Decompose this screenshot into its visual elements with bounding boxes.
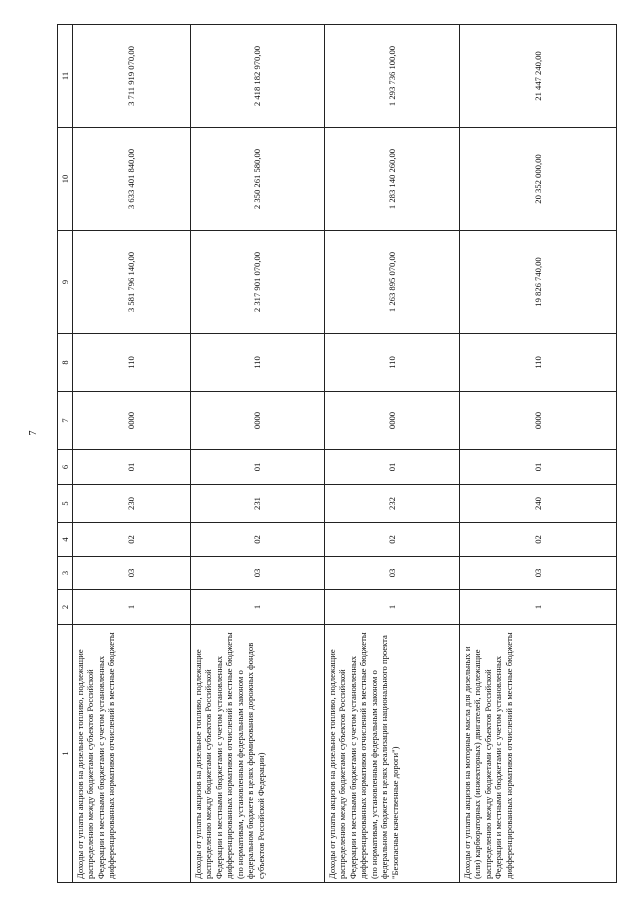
amount-cell: 3 711 919 070,00 xyxy=(73,25,191,128)
table-row xyxy=(73,25,191,883)
column-header: 1 xyxy=(58,625,73,883)
amount-cell: 21 447 240,00 xyxy=(460,25,617,128)
column-header: 3 xyxy=(58,557,73,590)
code-cell: 232 xyxy=(325,485,460,523)
code-cell: 01 xyxy=(73,450,191,485)
code-cell: 1 xyxy=(73,590,191,625)
code-cell: 1 xyxy=(460,590,617,625)
code-cell: 231 xyxy=(191,485,325,523)
row-description: Доходы от уплаты акцизов на дизельное топливо, подлежащие распределению между бюджетами субъектов Российской Федерации и местными бюджетами с учетом установленных дифференцированных нормативов отчислений в местные бюджеты (по нормативам, установленным федеральным законом о федеральном бюджете в целях реализации национального проекта "Безопасные качественные дороги") xyxy=(325,625,460,883)
code-cell: 03 xyxy=(325,557,460,590)
row-description: Доходы от уплаты акцизов на моторные масла для дизельных и (или) карбюраторных (инжекторных) двигателей, подлежащие распределению между бюджетами субъектов Российской Федерации и местными бюджетами с учетом установленных дифференцированных нормативов отчислений в местные бюджеты xyxy=(460,625,617,883)
amount-cell: 3 581 796 140,00 xyxy=(73,231,191,334)
amount-cell: 1 293 736 100,00 xyxy=(325,25,460,128)
code-cell: 230 xyxy=(73,485,191,523)
code-cell: 02 xyxy=(73,523,191,557)
page-number: 7 xyxy=(28,430,39,436)
code-cell: 01 xyxy=(460,450,617,485)
code-cell: 03 xyxy=(191,557,325,590)
amount-cell: 2 418 182 970,00 xyxy=(191,25,325,128)
code-cell: 03 xyxy=(73,557,191,590)
column-header: 11 xyxy=(58,25,73,128)
code-cell: 02 xyxy=(325,523,460,557)
code-cell: 02 xyxy=(460,523,617,557)
row-description: Доходы от уплаты акцизов на дизельное топливо, подлежащие распределению между бюджетами субъектов Российской Федерации и местными бюджетами с учетом установленных дифференцированных нормативов отчислений в местные бюджеты xyxy=(73,625,191,883)
code-cell: 0000 xyxy=(73,392,191,450)
amount-cell: 3 633 401 840,00 xyxy=(73,128,191,231)
table-row xyxy=(460,25,617,883)
code-cell: 110 xyxy=(191,334,325,392)
table-row xyxy=(191,25,325,883)
code-cell: 02 xyxy=(191,523,325,557)
column-header: 8 xyxy=(58,334,73,392)
rotated-table-container xyxy=(57,25,617,883)
column-header: 7 xyxy=(58,392,73,450)
code-cell: 110 xyxy=(460,334,617,392)
code-cell: 1 xyxy=(325,590,460,625)
amount-cell: 19 826 740,00 xyxy=(460,231,617,334)
amount-cell: 1 283 140 260,00 xyxy=(325,128,460,231)
code-cell: 03 xyxy=(460,557,617,590)
revenue-table xyxy=(57,24,617,883)
table-row xyxy=(325,25,460,883)
amount-cell: 2 317 901 070,00 xyxy=(191,231,325,334)
column-header: 5 xyxy=(58,485,73,523)
column-header-row xyxy=(58,25,73,883)
amount-cell: 20 352 000,00 xyxy=(460,128,617,231)
column-header: 10 xyxy=(58,128,73,231)
code-cell: 240 xyxy=(460,485,617,523)
column-header: 4 xyxy=(58,523,73,557)
code-cell: 0000 xyxy=(191,392,325,450)
amount-cell: 1 263 895 070,00 xyxy=(325,231,460,334)
code-cell: 110 xyxy=(325,334,460,392)
column-header: 2 xyxy=(58,590,73,625)
code-cell: 110 xyxy=(73,334,191,392)
amount-cell: 2 350 261 580,00 xyxy=(191,128,325,231)
code-cell: 01 xyxy=(191,450,325,485)
row-description: Доходы от уплаты акцизов на дизельное топливо, подлежащие распределению между бюджетами субъектов Российской Федерации и местными бюджетами с учетом установленных дифференцированных нормативов отчислений в местные бюджеты (по нормативам, установленным федеральным законом о федеральном бюджете в целях формирования дорожных фондов субъектов Российской Федерации) xyxy=(191,625,325,883)
column-header: 6 xyxy=(58,450,73,485)
code-cell: 1 xyxy=(191,590,325,625)
column-header: 9 xyxy=(58,231,73,334)
code-cell: 01 xyxy=(325,450,460,485)
code-cell: 0000 xyxy=(325,392,460,450)
budget-table-page xyxy=(57,25,617,883)
code-cell: 0000 xyxy=(460,392,617,450)
